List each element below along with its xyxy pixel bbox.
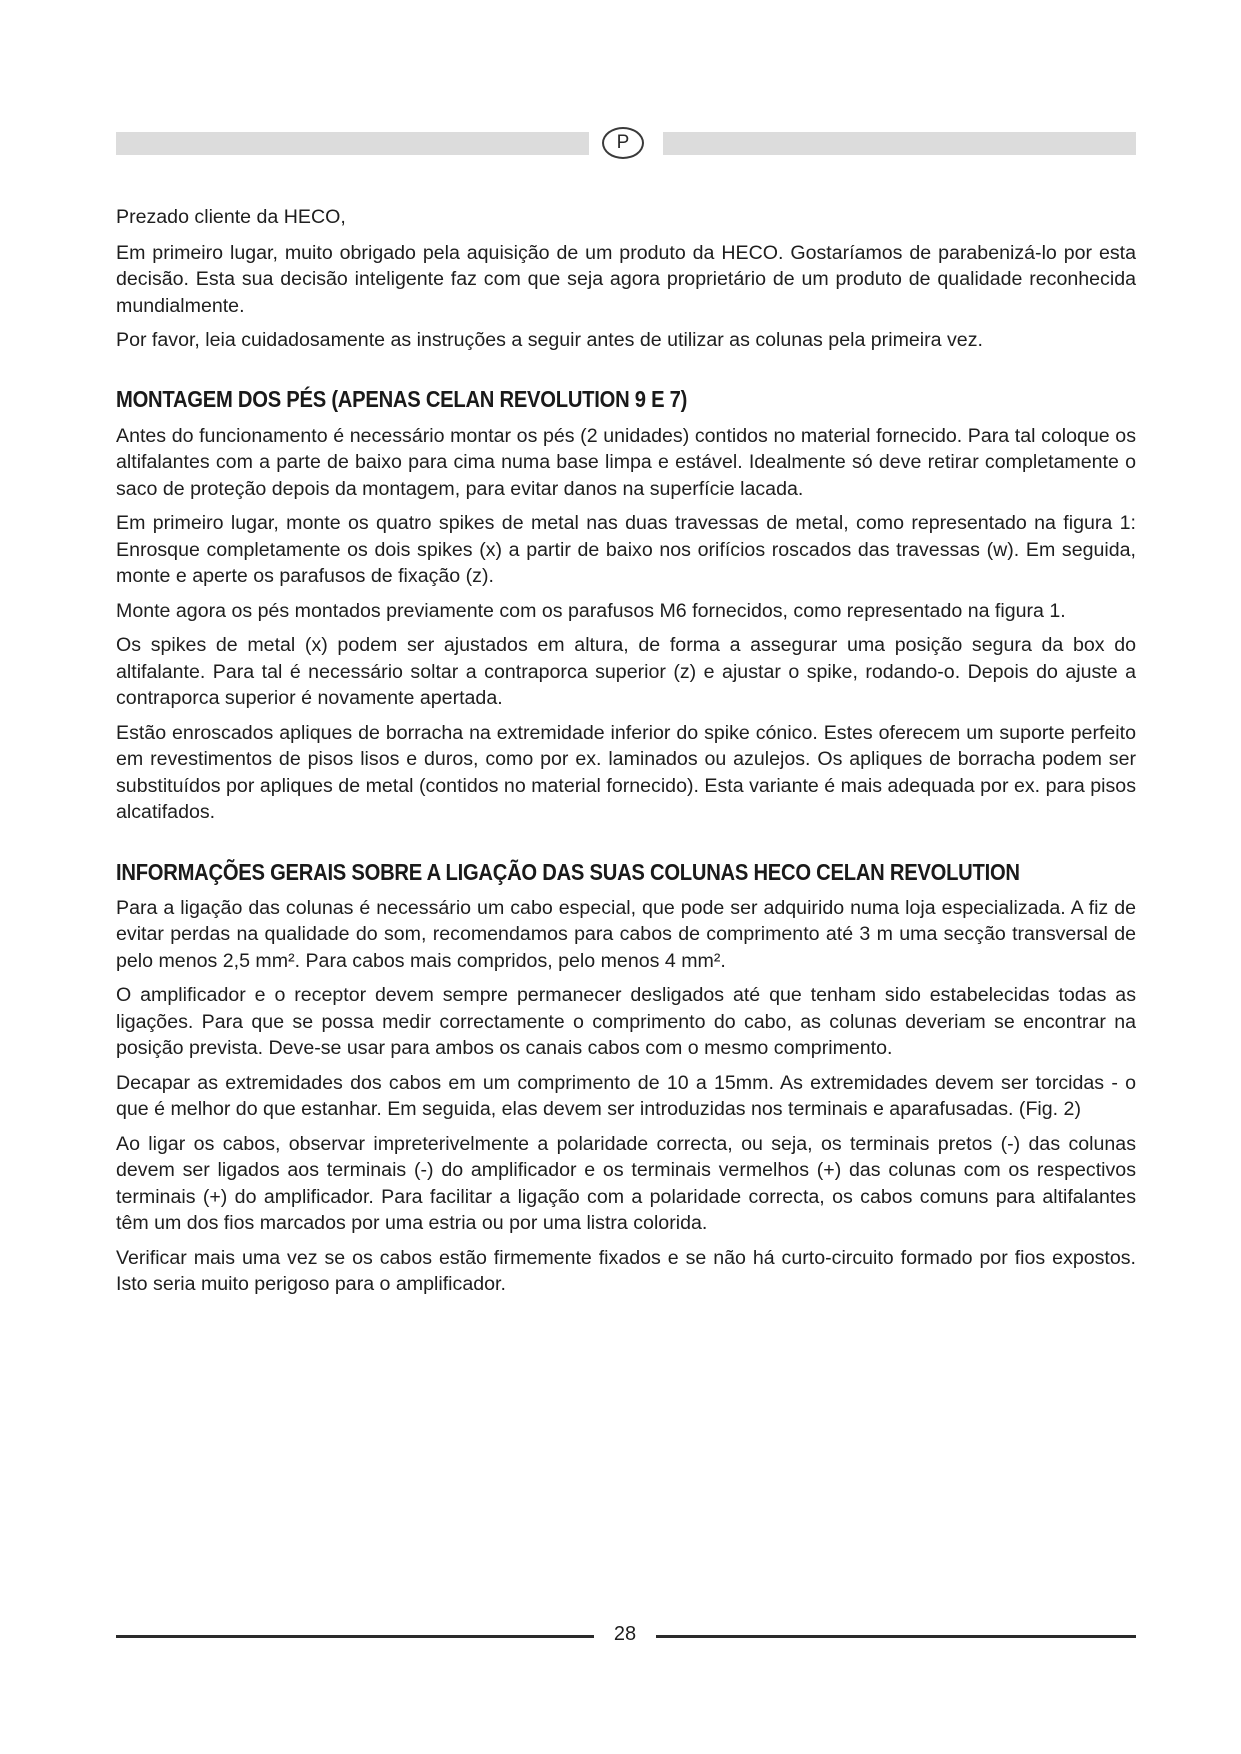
section-paragraph: Monte agora os pés montados previamente com os parafusos M6 fornecidos, como representado na figura 1. [116, 599, 1066, 622]
document-body [116, 204, 1136, 1306]
header-bar-right [663, 132, 1136, 155]
intro-paragraph: Por favor, leia cuidadosamente as instruções a seguir antes de utilizar as colunas pela primeira vez. [116, 329, 983, 351]
section-paragraph: Os spikes de metal (x) podem ser ajustados em altura, de forma a assegurar uma posição segura da box do altifalante. Para tal é necessário soltar a contraporca superior (z) e ajustar o spike, rodando-o. Depois do ajuste a contraporca superior é novamente apertada. [116, 634, 1136, 709]
language-badge: P [602, 127, 644, 159]
section-heading-connection-info: INFORMAÇÕES GERAIS SOBRE A LIGAÇÃO DAS SUAS COLUNAS HECO CELAN REVOLUTION [116, 858, 1020, 885]
greeting: Prezado cliente da HECO, [116, 206, 346, 228]
section-paragraph: Estão enroscados apliques de borracha na extremidade inferior do spike cónico. Estes oferecem um suporte perfeito em revestimentos de pisos lisos e duros, como por ex. laminados ou azulejos. Os apliques de borracha podem ser substituídos por apliques de metal (contidos no material fornecido). Esta variante é mais adequada por ex. para pisos alcatifados. [116, 721, 1136, 823]
section-paragraph: Verificar mais uma vez se os cabos estão firmemente fixados e se não há curto-circuito formado por fios expostos. Isto seria muito perigoso para o amplificador. [116, 1246, 1136, 1295]
section-paragraph: Decapar as extremidades dos cabos em um comprimento de 10 a 15mm. As extremidades devem ser torcidas - o que é melhor do que estanhar. Em seguida, elas devem ser introduzidas nos terminais e aparafusadas. (Fig. 2) [116, 1071, 1136, 1120]
section-paragraph: Ao ligar os cabos, observar impreterivelmente a polaridade correcta, ou seja, os terminais pretos (-) das colunas devem ser ligados aos terminais (-) do amplificador e os terminais vermelhos (+) das colunas com os respectivos terminais (+) do amplificador. Para facilitar a ligação com a polaridade correcta, os cabos comuns para altifalantes têm um dos fios marcados por uma estria ou por uma listra colorida. [116, 1132, 1136, 1234]
footer-rule-left [116, 1635, 594, 1638]
section-paragraph: Antes do funcionamento é necessário montar os pés (2 unidades) contidos no material fornecido. Para tal coloque os altifalantes com a parte de baixo para cima numa base limpa e estável. Idealmente só deve retirar completamente o saco de proteção depois da montagem, para evitar danos na superfície lacada. [116, 424, 1136, 500]
page-number: 28 [613, 1623, 637, 1645]
section-heading-feet-assembly: MONTAGEM DOS PÉS (APENAS CELAN REVOLUTION 9 E 7) [116, 385, 688, 412]
intro-paragraph: Em primeiro lugar, muito obrigado pela aquisição de um produto da HECO. Gostaríamos de parabenizá-lo por esta decisão. Esta sua decisão inteligente faz com que seja agora proprietário de um produto de qualidade reconhecida mundialmente. [116, 241, 1136, 317]
section-paragraph: Para a ligação das colunas é necessário um cabo especial, que pode ser adquirido numa loja especializada. A fiz de evitar perdas na qualidade do som, recomendamos para cabos de comprimento até 3 m uma secção transversal de pelo menos 2,5 mm². Para cabos mais compridos, pelo menos 4 mm². [116, 896, 1136, 972]
header-bar-left [116, 132, 589, 155]
section-paragraph: Em primeiro lugar, monte os quatro spikes de metal nas duas travessas de metal, como representado na figura 1: Enrosque completamente os dois spikes (x) a partir de baixo nos orifícios roscados das travessas (w). Em seguida, monte e aperte os parafusos de fixação (z). [116, 512, 1136, 587]
footer-rule-right [656, 1635, 1136, 1638]
section-paragraph: O amplificador e o receptor devem sempre permanecer desligados até que tenham sido estabelecidas todas as ligações. Para que se possa medir correctamente o comprimento do cabo, as colunas deveriam se encontrar na posição prevista. Deve-se usar para ambos os canais cabos com o mesmo comprimento. [116, 984, 1136, 1059]
